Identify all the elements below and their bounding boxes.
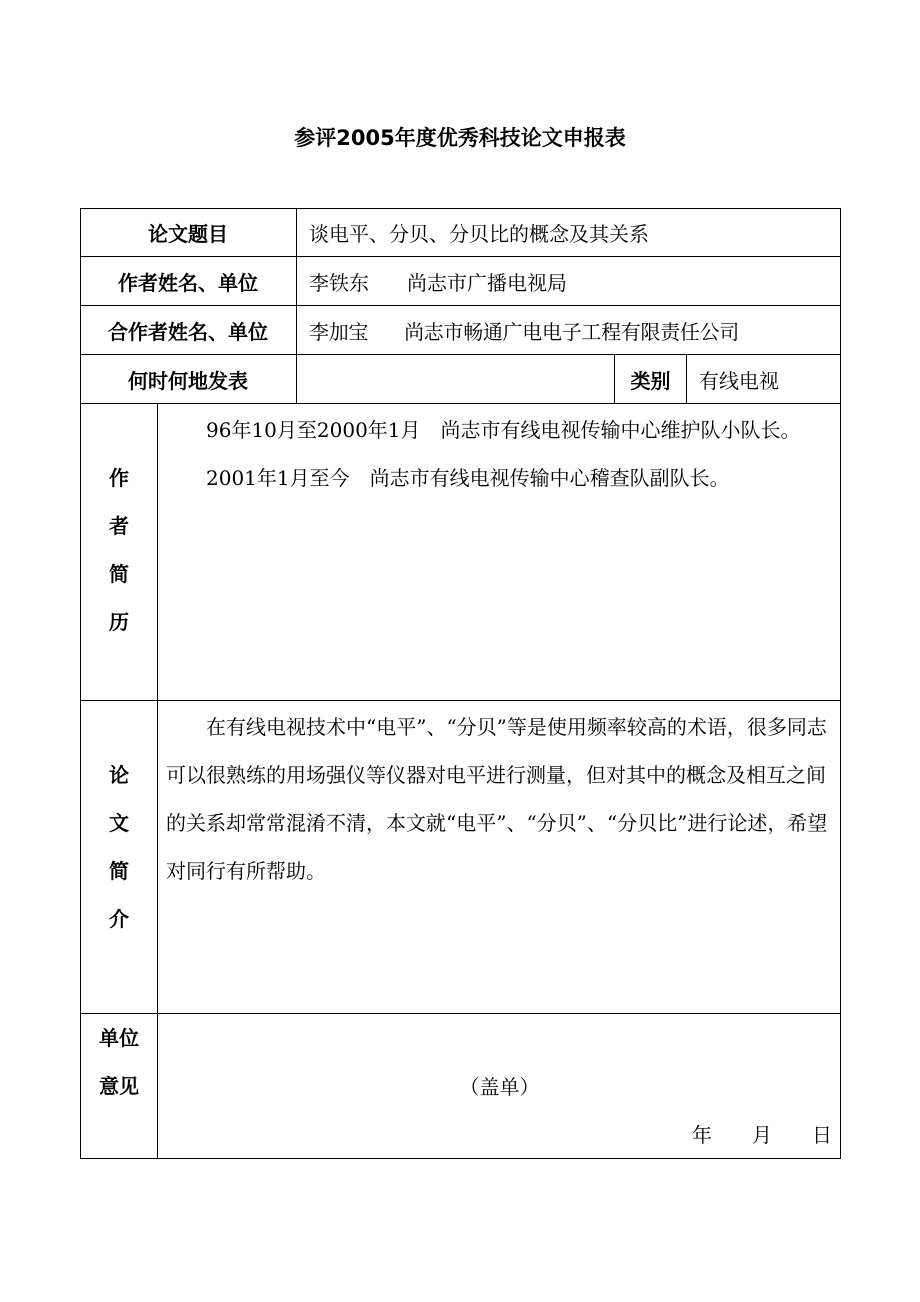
author-label: 作者姓名、单位 (118, 270, 258, 295)
seal-text: （盖单） (459, 1075, 540, 1099)
bio-label-char: 历 (109, 610, 129, 634)
abstract-label-char: 介 (109, 907, 129, 931)
category-value: 有线电视 (699, 368, 779, 393)
publication-value (297, 355, 614, 403)
row-divider (80, 403, 841, 404)
abstract-label (80, 751, 158, 943)
publication-label: 何时何地发表 (128, 368, 248, 393)
author-value (297, 257, 841, 305)
abstract-label-char: 简 (109, 859, 129, 883)
coauthor-name: 李加宝 (309, 319, 369, 344)
abstract-label-char: 文 (109, 811, 129, 835)
bio-content (166, 406, 838, 502)
row-divider (80, 700, 841, 701)
bio-label-char: 者 (109, 514, 129, 538)
opinion-label (80, 1014, 158, 1110)
abstract-content (166, 703, 838, 895)
date-text: 年 月 日 (692, 1123, 832, 1147)
abstract-paragraph: 在有线电视技术中“电平”、“分贝”等是使用频率较高的术语，很多同志可以很熟练的用场强仪等仪器对电平进行测量，但对其中的概念及相互之间的关系却常常混淆不清，本文就“电平”、“分贝”、“分贝比”进行论述，希望对同行有所帮助。 (166, 715, 828, 883)
coauthor-label: 合作者姓名、单位 (108, 319, 268, 344)
bio-label (80, 454, 158, 646)
author-name: 李铁东 (309, 270, 369, 295)
author-unit: 尚志市广播电视局 (407, 270, 567, 295)
bio-label-char: 简 (109, 562, 129, 586)
row-divider (80, 1013, 841, 1014)
bio-label-char: 作 (109, 466, 129, 490)
coauthor-value (297, 306, 841, 354)
category-label: 类别 (630, 368, 671, 393)
bio-paragraph: 2001年1月至今 尚志市有线电视传输中心稽查队副队长。 (206, 466, 730, 490)
page-title: 参评2005年度优秀科技论文申报表 (294, 126, 626, 150)
abstract-label-char: 论 (109, 763, 129, 787)
paper-title-label: 论文题目 (148, 221, 228, 246)
opinion-label-line: 意见 (99, 1074, 139, 1098)
bio-paragraph: 96年10月至2000年1月 尚志市有线电视传输中心维护队小队长。 (206, 418, 801, 442)
coauthor-unit: 尚志市畅通广电电子工程有限责任公司 (404, 319, 740, 344)
opinion-label-line: 单位 (99, 1026, 139, 1050)
paper-title-value: 谈电平、分贝、分贝比的概念及其关系 (309, 221, 649, 246)
